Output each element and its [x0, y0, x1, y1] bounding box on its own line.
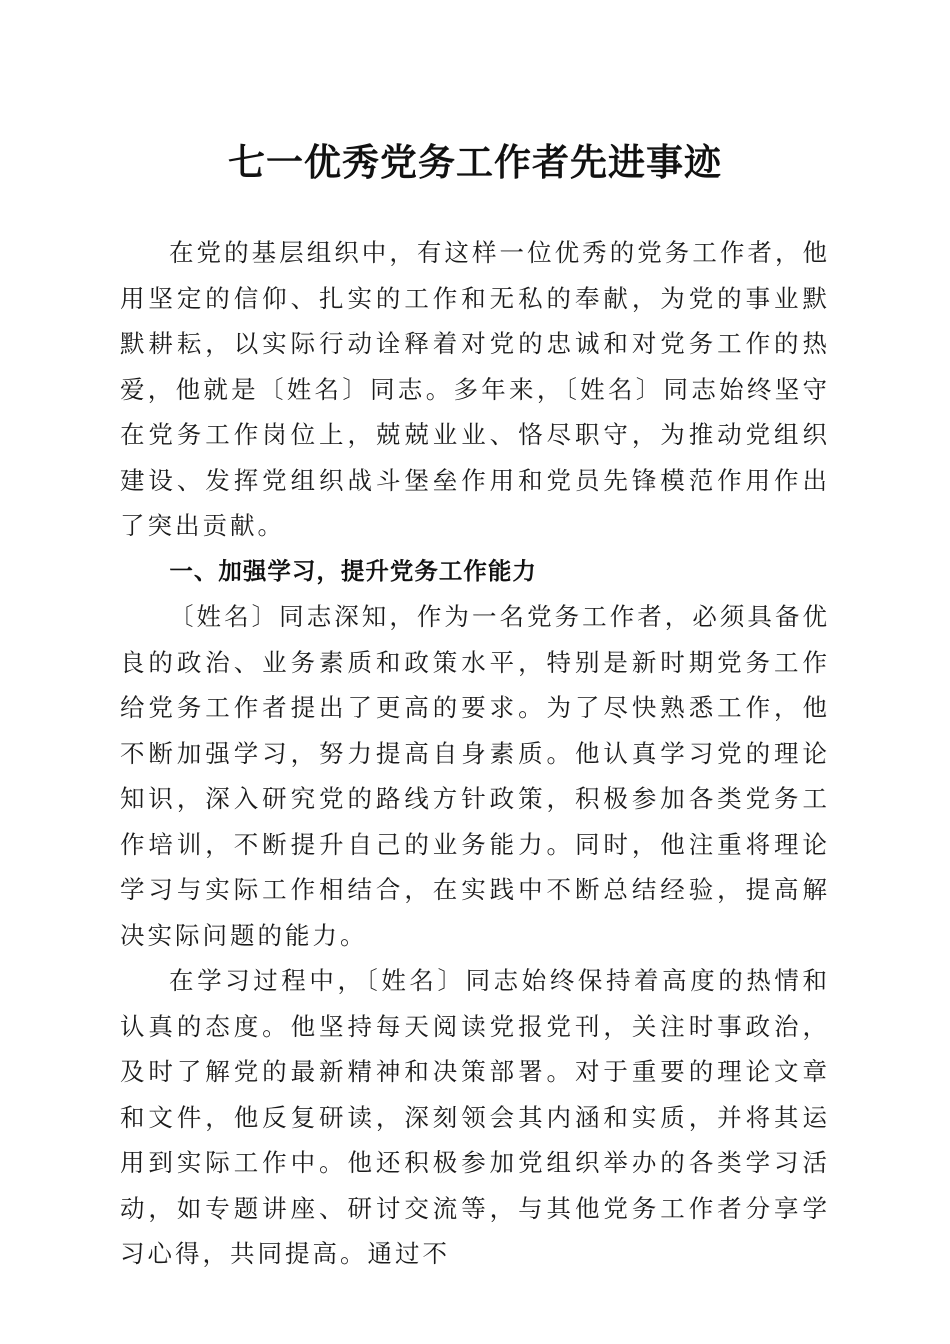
section-paragraph: 在学习过程中，〔姓名〕同志始终保持着高度的热情和认真的态度。他坚持每天阅读党报党刊，关注时事政治，及时了解党的最新精神和决策部署。对于重要的理论文章和文件，他反复研读，深刻领会其内涵和实质，并将其运用到实际工作中。他还积极参加党组织举办的各类学习活动，如专题讲座、研讨交流等，与其他党务工作者分享学习心得，共同提高。通过不	[120, 966, 830, 1268]
document-title: 七一优秀党务工作者先进事迹	[228, 140, 722, 184]
section-heading: 一、加强学习，提升党务工作能力	[169, 556, 537, 585]
document-body	[120, 230, 830, 1277]
section-paragraph: 〔姓名〕同志深知，作为一名党务工作者，必须具备优良的政治、业务素质和政策水平，特别是新时期党务工作给党务工作者提出了更高的要求。为了尽快熟悉工作，他不断加强学习，努力提高自身素质。他认真学习党的理论知识，深入研究党的路线方针政策，积极参加各类党务工作培训，不断提升自己的业务能力。同时，他注重将理论学习与实际工作相结合，在实践中不断总结经验，提高解决实际问题的能力。	[120, 602, 830, 950]
intro-paragraph: 在党的基层组织中，有这样一位优秀的党务工作者，他用坚定的信仰、扎实的工作和无私的奉献，为党的事业默默耕耘，以实际行动诠释着对党的忠诚和对党务工作的热爱，他就是〔姓名〕同志。多年来，〔姓名〕同志始终坚守在党务工作岗位上，兢兢业业、恪尽职守，为推动党组织建设、发挥党组织战斗堡垒作用和党员先锋模范作用作出了突出贡献。	[120, 238, 830, 540]
